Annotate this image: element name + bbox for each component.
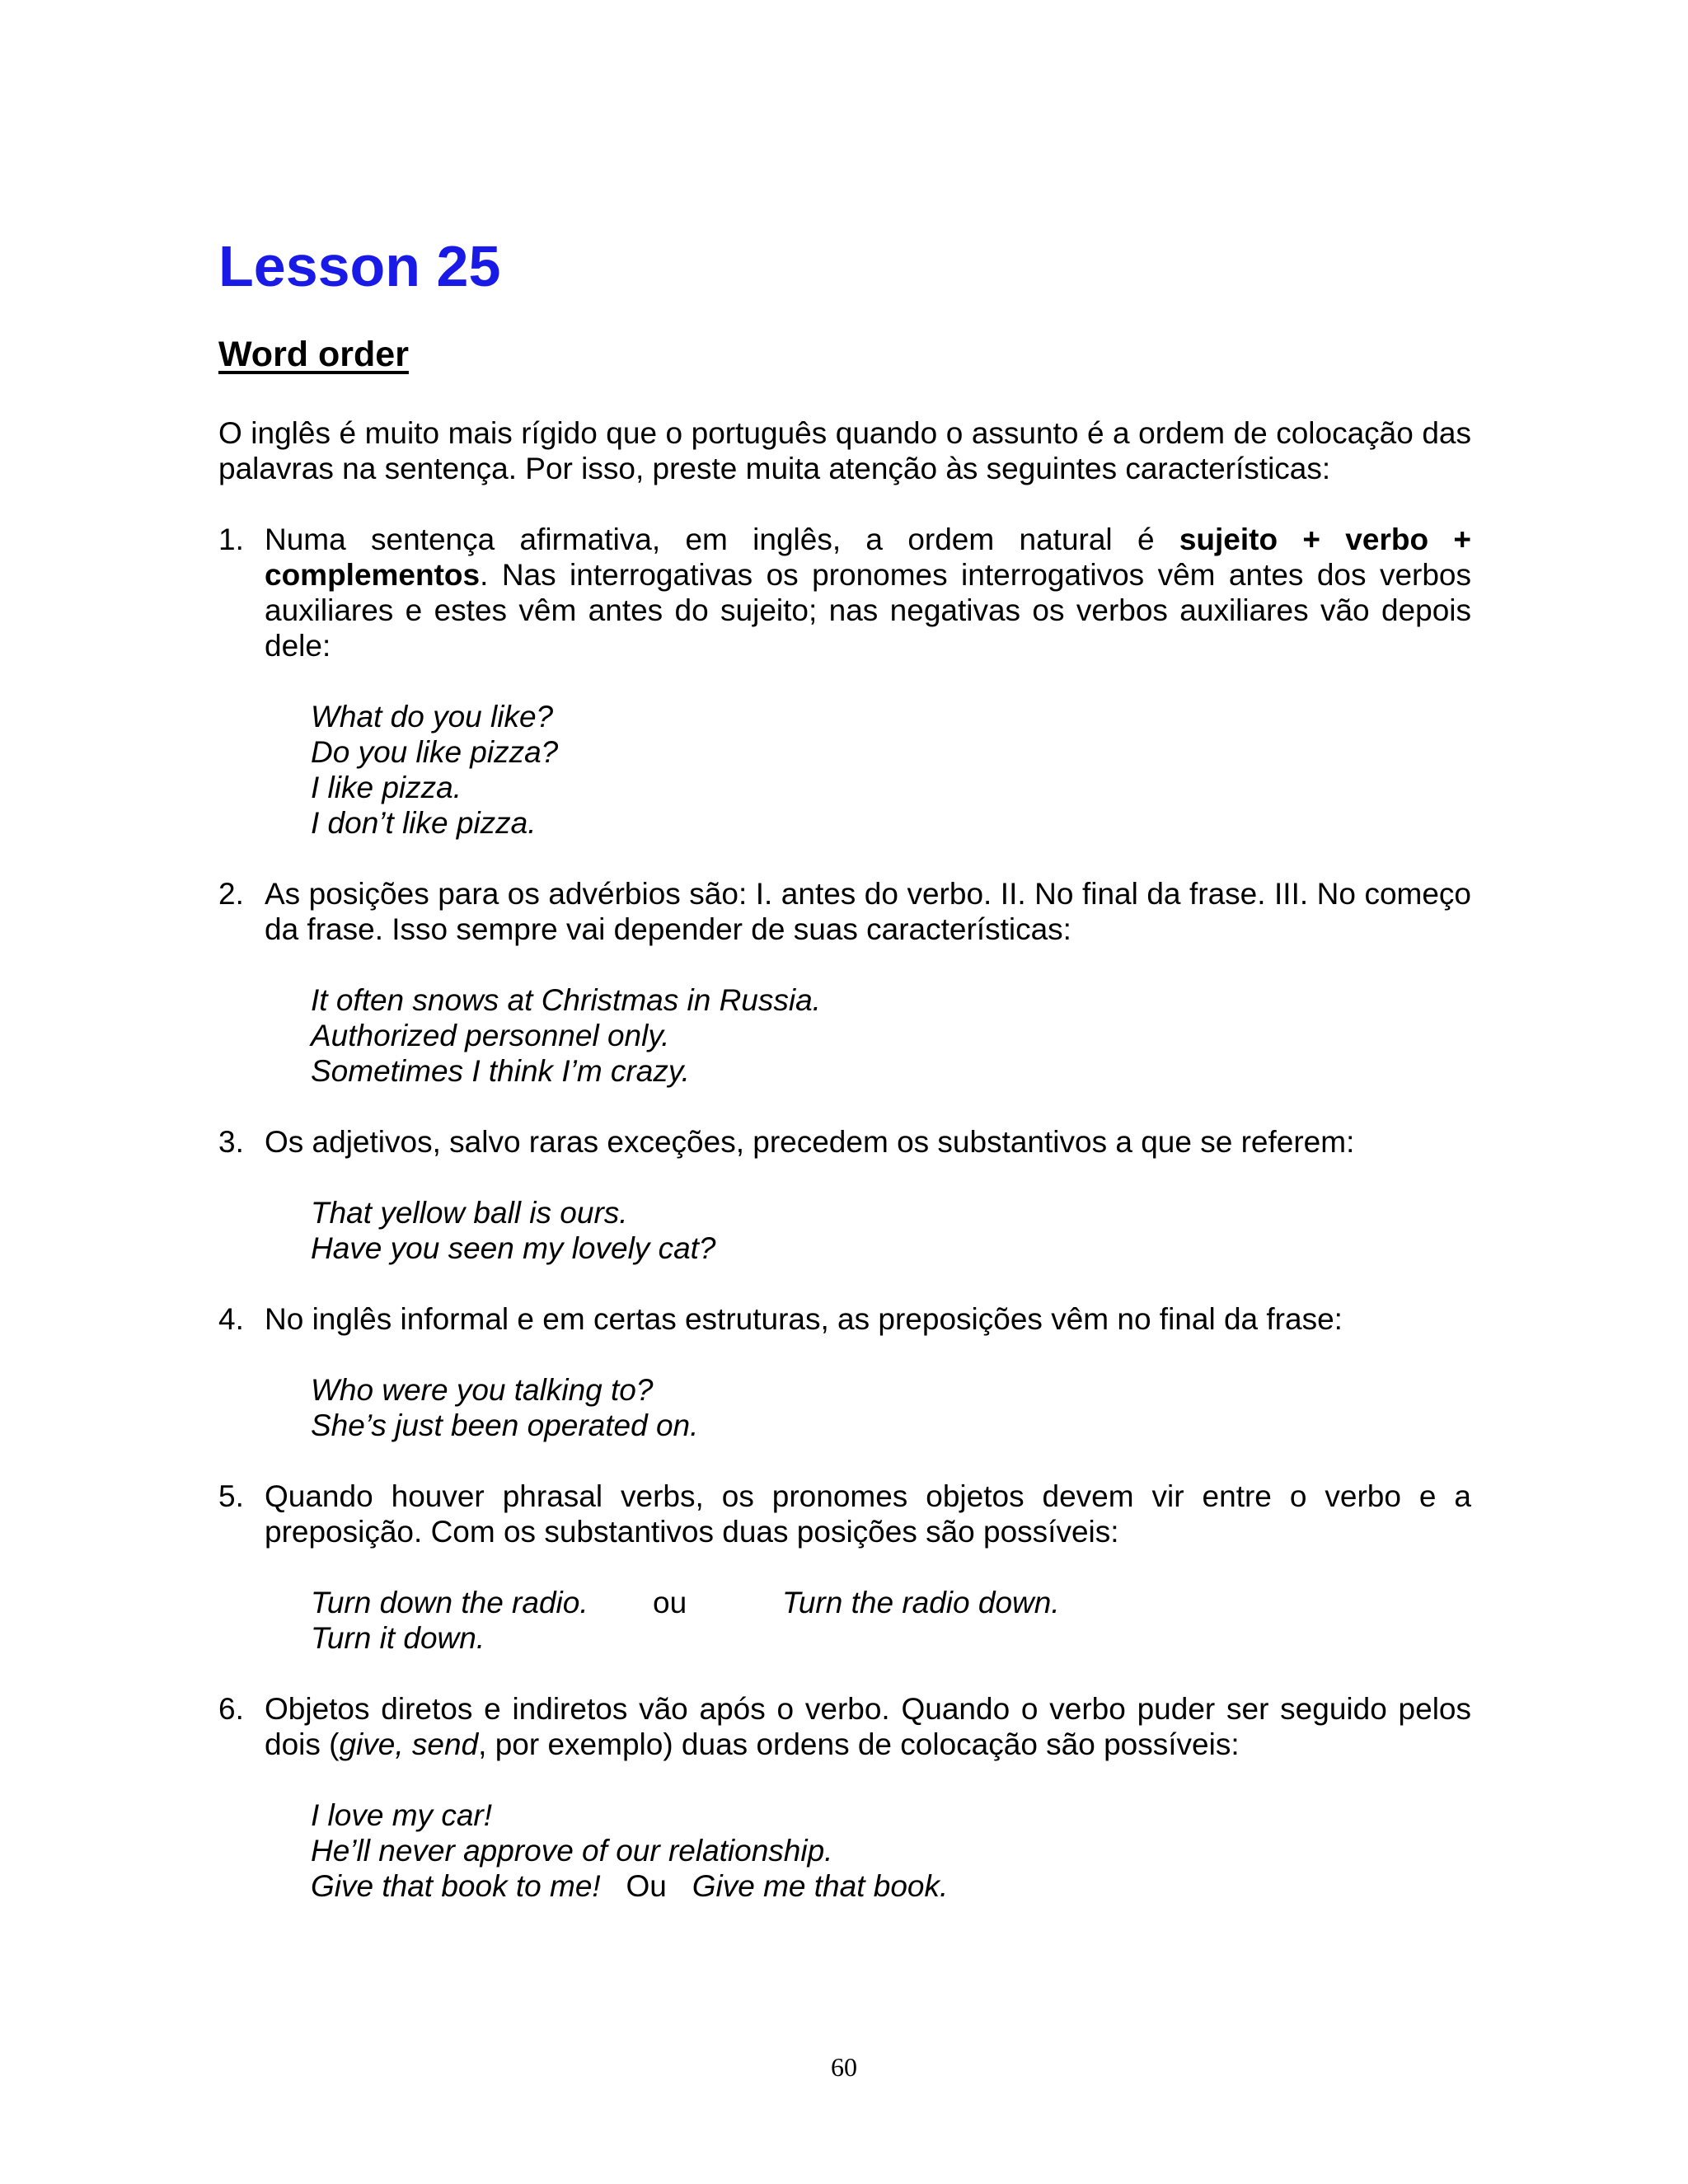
example-line: That yellow ball is ours. xyxy=(311,1196,628,1230)
bold-phrase: sujeito + verbo + complementos xyxy=(265,523,1471,592)
page-content xyxy=(218,223,1471,1939)
example-line: I like pizza. xyxy=(311,771,462,804)
connector-word: Ou xyxy=(626,1869,667,1903)
page-title: Lesson 25 xyxy=(218,234,501,298)
section-heading: Word order xyxy=(218,335,409,374)
example-phrase: Give me that book. xyxy=(692,1869,949,1903)
item-number: 3. xyxy=(218,1125,244,1159)
list-item xyxy=(218,876,1471,1089)
item-number: 5. xyxy=(218,1479,244,1513)
list-item xyxy=(218,1301,1471,1443)
examples xyxy=(311,1195,1471,1266)
example-line: He’ll never approve of our relationship. xyxy=(311,1834,833,1868)
examples xyxy=(311,982,1471,1089)
list-item xyxy=(218,1479,1471,1656)
examples xyxy=(311,699,1471,841)
item-text: Numa sentença afirmativa, em inglês, a ordem natural é sujeito + verbo + complementos. Nas interrogativas os pronomes interrogativos vêm antes dos verbos auxiliares e estes vêm antes do sujeito; nas negativas os verbos auxiliares vão depois dele: xyxy=(265,523,1471,663)
example-line xyxy=(311,1868,1471,1904)
examples xyxy=(311,1585,1471,1656)
italic-phrase: give, send xyxy=(339,1727,479,1761)
list-item xyxy=(218,1124,1471,1266)
example-line: What do you like? xyxy=(311,700,554,733)
item-text: Os adjetivos, salvo raras exceções, precedem os substantivos a que se referem: xyxy=(265,1125,1355,1159)
item-number: 6. xyxy=(218,1692,244,1726)
example-line: Authorized personnel only. xyxy=(311,1019,670,1052)
item-number: 1. xyxy=(218,523,244,556)
connector-word: ou xyxy=(653,1586,687,1619)
item-number: 4. xyxy=(218,1302,244,1336)
item-text: No inglês informal e em certas estruturas, as preposições vêm no final da frase: xyxy=(265,1302,1343,1336)
item-number: 2. xyxy=(218,877,244,911)
examples xyxy=(311,1372,1471,1443)
example-phrase: Turn down the radio. xyxy=(311,1586,588,1619)
example-line: I love my car! xyxy=(311,1798,492,1832)
example-phrase: Give that book to me! xyxy=(311,1869,601,1903)
example-line: She’s just been operated on. xyxy=(311,1408,699,1442)
intro-paragraph: O inglês é muito mais rígido que o português quando o assunto é a ordem de colocação das palavras na sentença. Por isso, preste muita atenção às seguintes características: xyxy=(218,416,1471,485)
example-line: Turn it down. xyxy=(311,1621,485,1655)
examples xyxy=(311,1797,1471,1904)
item-text: As posições para os advérbios são: I. antes do verbo. II. No final da frase. III. No começo da frase. Isso sempre vai depender de suas características: xyxy=(265,877,1471,946)
list-item xyxy=(218,1691,1471,1904)
example-line: I don’t like pizza. xyxy=(311,806,537,840)
example-line: Have you seen my lovely cat? xyxy=(311,1231,716,1265)
example-line: Sometimes I think I’m crazy. xyxy=(311,1054,690,1088)
item-text: Quando houver phrasal verbs, os pronomes objetos devem vir entre o verbo e a preposição. Com os substantivos duas posições são possíveis: xyxy=(265,1479,1471,1549)
example-line: Do you like pizza? xyxy=(311,735,559,769)
rules-list xyxy=(218,522,1471,1904)
page-number: 60 xyxy=(831,2052,857,2082)
example-phrase: Turn the radio down. xyxy=(782,1586,1060,1619)
example-line: Who were you talking to? xyxy=(311,1373,654,1407)
example-line xyxy=(311,1585,1471,1620)
list-item xyxy=(218,522,1471,841)
item-text: Objetos diretos e indiretos vão após o verbo. Quando o verbo puder ser seguido pelos dois (give, send, por exemplo) duas ordens de colocação são possíveis: xyxy=(265,1692,1471,1761)
example-line: It often snows at Christmas in Russia. xyxy=(311,983,821,1017)
